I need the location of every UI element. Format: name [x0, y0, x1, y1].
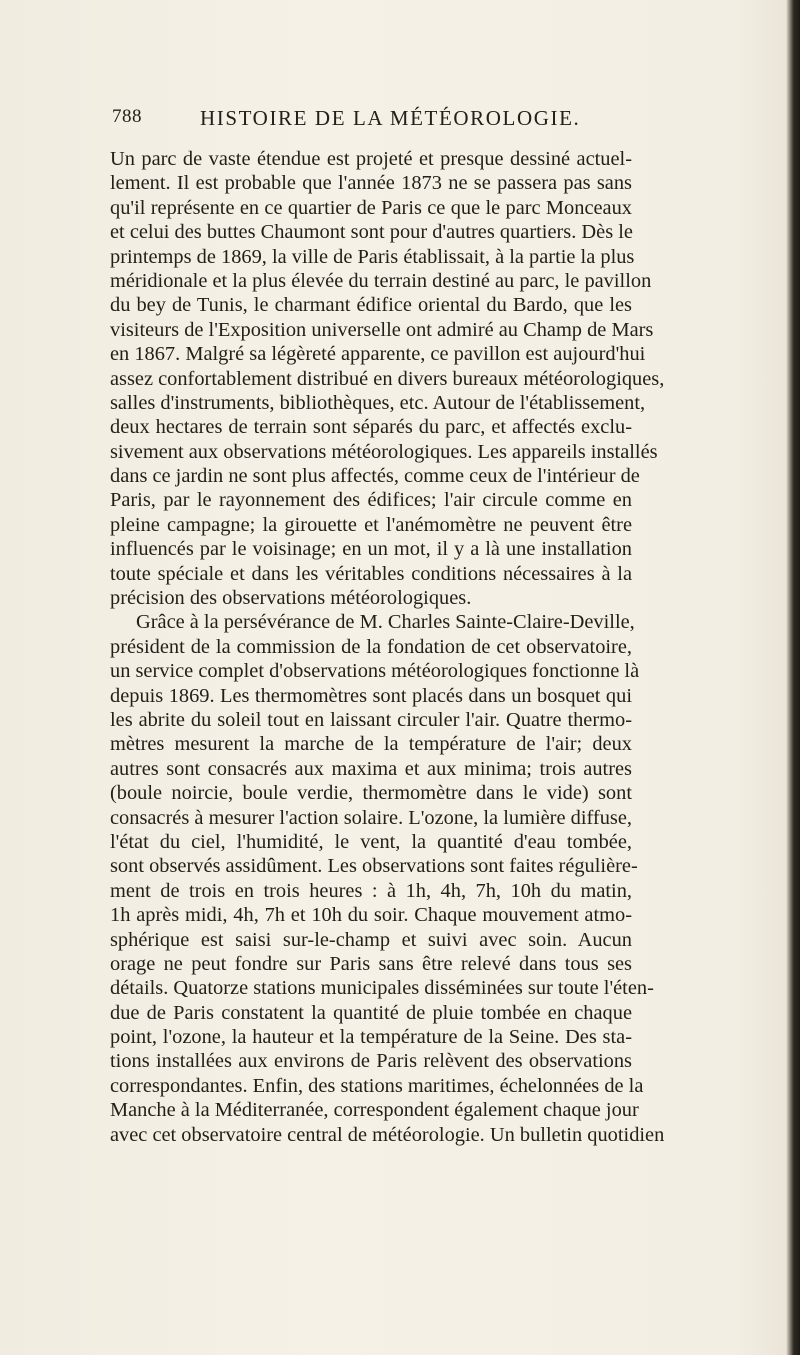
- text-line: toute spéciale et dans les véritables conditions nécessaires à la: [110, 562, 632, 585]
- text-line: due de Paris constatent la quantité de pluie tombée en chaque: [110, 1001, 632, 1024]
- text-line: correspondantes. Enfin, des stations maritimes, échelonnées de la: [110, 1074, 644, 1097]
- text-line: orage ne peut fondre sur Paris sans être relevé dans tous ses: [110, 952, 632, 975]
- text-line: visiteurs de l'Exposition universelle ont admiré au Champ de Mars: [110, 318, 654, 341]
- text-line: consacrés à mesurer l'action solaire. L'ozone, la lumière diffuse,: [110, 806, 632, 829]
- text-line: 1h après midi, 4h, 7h et 10h du soir. Chaque mouvement atmo-: [110, 904, 632, 927]
- text-line: pleine campagne; la girouette et l'anémomètre ne peuvent être: [110, 513, 632, 536]
- text-line: président de la commission de la fondation de cet observatoire,: [110, 635, 632, 658]
- text-line: point, l'ozone, la hauteur et la température de la Seine. Des sta-: [110, 1026, 632, 1049]
- text-line: un service complet d'observations météorologiques fonctionne là: [110, 660, 640, 683]
- text-line: dans ce jardin ne sont plus affectés, comme ceux de l'intérieur de: [110, 465, 640, 488]
- text-line-paragraph-end: précision des observations météorologiques.: [110, 587, 472, 610]
- text-line: deux hectares de terrain sont séparés du parc, et affectés exclu-: [110, 416, 632, 439]
- text-line: mètres mesurent la marche de la température de l'air; deux: [110, 733, 632, 756]
- page-edge-shadow: [786, 0, 800, 1355]
- text-line: l'état du ciel, l'humidité, le vent, la quantité d'eau tombée,: [110, 830, 632, 853]
- text-line: avec cet observatoire central de météorologie. Un bulletin quotidien: [110, 1123, 665, 1146]
- text-line: autres sont consacrés aux maxima et aux minima; trois autres: [110, 757, 632, 780]
- body-text: [110, 147, 665, 1147]
- text-line: et celui des buttes Chaumont sont pour d'autres quartiers. Dès le: [110, 221, 633, 244]
- text-line: Manche à la Méditerranée, correspondent également chaque jour: [110, 1099, 639, 1122]
- text-line: méridionale et la plus élevée du terrain destiné au parc, le pavillon: [110, 269, 652, 292]
- page-header: [112, 106, 632, 136]
- text-line: ment de trois en trois heures : à 1h, 4h, 7h, 10h du matin,: [110, 879, 632, 902]
- text-line: lement. Il est probable que l'année 1873 ne se passera pas sans: [110, 172, 632, 195]
- text-line: salles d'instruments, bibliothèques, etc. Autour de l'établissement,: [110, 391, 646, 414]
- text-line: printemps de 1869, la ville de Paris établissait, à la partie la plus: [110, 245, 635, 268]
- text-line: qu'il représente en ce quartier de Paris ce que le parc Monceaux: [110, 196, 632, 219]
- text-line: en 1867. Malgré sa légèreté apparente, ce pavillon est aujourd'hui: [110, 343, 646, 366]
- text-line: sont observés assidûment. Les observations sont faites régulière-: [110, 855, 638, 878]
- text-line: depuis 1869. Les thermomètres sont placés dans un bosquet qui: [110, 684, 632, 707]
- text-line: Paris, par le rayonnement des édifices; l'air circule comme en: [110, 489, 632, 512]
- text-line: sphérique est saisi sur-le-champ et suivi avec soin. Aucun: [110, 928, 632, 951]
- text-line: détails. Quatorze stations municipales disséminées sur toute l'éten-: [110, 977, 654, 1000]
- text-line-paragraph-start: Grâce à la persévérance de M. Charles Sainte-Claire-Deville,: [136, 611, 635, 634]
- text-line: Un parc de vaste étendue est projeté et presque dessiné actuel-: [110, 148, 632, 170]
- page-number: 788: [112, 106, 142, 127]
- text-line: (boule noircie, boule verdie, thermomètre dans le vide) sont: [110, 782, 632, 805]
- text-line: les abrite du soleil tout en laissant circuler l'air. Quatre thermo-: [110, 708, 632, 731]
- text-line: sivement aux observations météorologiques. Les appareils installés: [110, 440, 658, 463]
- text-line: tions installées aux environs de Paris relèvent des observations: [110, 1050, 632, 1073]
- text-line: du bey de Tunis, le charmant édifice oriental du Bardo, que les: [110, 294, 632, 317]
- running-title: HISTOIRE DE LA MÉTÉOROLOGIE.: [200, 106, 581, 130]
- text-line: assez confortablement distribué en divers bureaux météorologiques,: [110, 367, 665, 390]
- text-line: influencés par le voisinage; en un mot, il y a là une installation: [110, 538, 632, 561]
